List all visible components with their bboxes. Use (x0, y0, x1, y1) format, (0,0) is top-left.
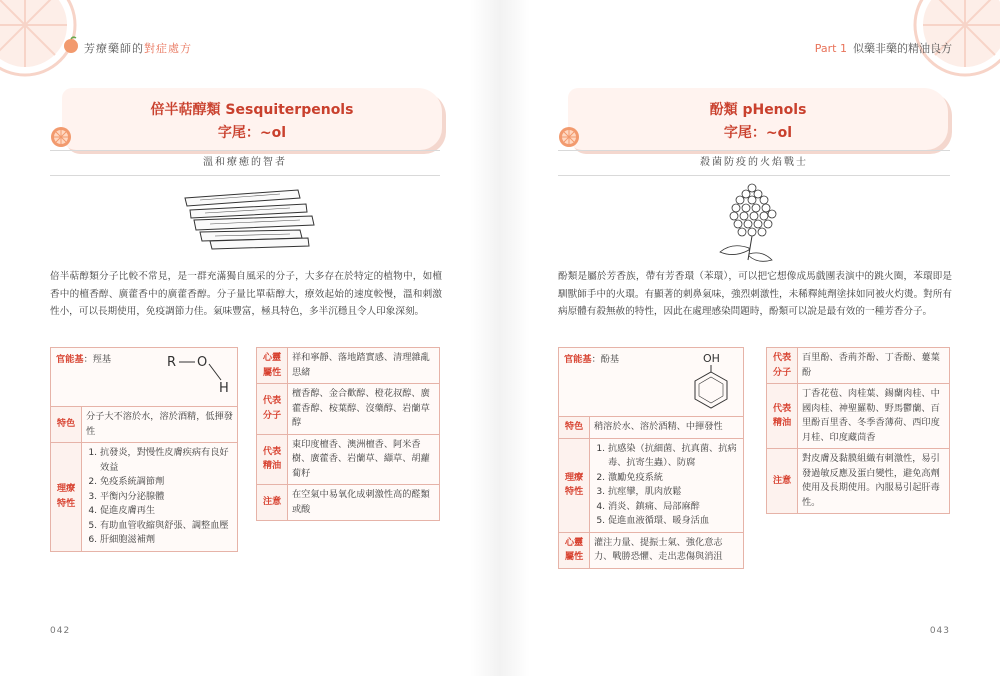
therapy-list-cell (82, 443, 238, 552)
properties-table (50, 347, 238, 552)
body-paragraph: 酚類是屬於芳香族，帶有芳香環（苯環），可以把它想像成馬戲團表演中的跳火圈，苯環即是馴獸師手中的火環。有顯著的刺鼻氣味，強烈刺激性，未稀釋純劑塗抹如同被火灼燙。對所有病原體有殺無赦的特性，因此在處理感染問題時，酚類可以說是最有效的一種芳香分子。 (558, 271, 952, 317)
orange-logo-icon (62, 36, 80, 54)
chapter-suffix: 字尾：~ol (723, 125, 793, 141)
chapter-subtitle: 溫和療癒的智者 (50, 150, 440, 176)
list-item: 4. 消炎、鎮痛、局部麻醉 (608, 500, 739, 515)
oils-value: 東印度檀香、澳洲檀香、阿米香樹、廣藿香、岩蘭草、纈草、胡蘿蔔籽 (288, 434, 440, 485)
chapter-suffix: 字尾：~ol (217, 125, 287, 141)
oils-head: 代表精油 (257, 434, 288, 485)
orange-slice-icon (558, 126, 580, 148)
therapy-head: 理療特性 (559, 438, 590, 532)
page-number: 042 (50, 626, 71, 636)
feature-head: 特色 (51, 407, 82, 443)
feature-head: 特色 (559, 417, 590, 439)
list-item: 3. 抗痙攣，肌肉放鬆 (608, 485, 739, 500)
therapy-list (86, 446, 233, 548)
body-paragraph: 倍半萜醇類分子比較不常見，是一群充滿獨自風采的分子，大多存在於特定的植物中，如檀香中的檀香醇、廣藿香中的廣藿香醇。分子量比單萜醇大，療效起始的速度較慢，溫和刺激性小，可以長期使用，免疫調節力佳。氣味豐富，極具特色，多半沉穩且令人印象深刻。 (50, 271, 442, 317)
page-number: 043 (929, 626, 950, 636)
feature-value: 稍溶於水、溶於酒精、中揮發性 (590, 417, 744, 439)
orange-slice-icon (50, 126, 72, 148)
sandalwood-illustration (180, 186, 320, 252)
properties-table (766, 347, 950, 514)
caution-head: 注意 (257, 485, 288, 521)
functional-group-cell (559, 348, 744, 417)
list-item: 2. 免疫系統調節劑 (100, 475, 233, 490)
mind-head: 心靈屬性 (257, 348, 288, 384)
running-head (815, 40, 952, 56)
oils-head: 代表精油 (767, 384, 798, 449)
running-head-accent: 對症處方 (144, 42, 192, 55)
list-item: 3. 平衡內分泌腺體 (100, 490, 233, 505)
right-page (500, 0, 1000, 676)
hydroxyl-formula (163, 352, 233, 398)
list-item: 1. 抗發炎，對慢性皮膚疾病有良好效益 (100, 446, 233, 475)
mind-value: 灌注力量、提振士氣、強化意志力、戰勝恐懼、走出悲傷與消沮 (590, 532, 744, 568)
list-item: 5. 促進血液循環、暖身活血 (608, 514, 739, 529)
list-item: 4. 促進皮膚再生 (100, 504, 233, 519)
therapy-list (594, 442, 739, 529)
mind-head: 心靈屬性 (559, 532, 590, 568)
running-head-title: 似藥非藥的精油良方 (853, 42, 952, 55)
caution-value: 在空氣中易氧化成刺激性高的醛類或酸 (288, 485, 440, 521)
list-item: 2. 激勵免疫系統 (608, 471, 739, 486)
molecules-value: 百里酚、香荊芥酚、丁香酚、蔞葉酚 (798, 348, 950, 384)
properties-table (256, 347, 440, 521)
formula-o: O (197, 355, 208, 370)
running-head-text: 芳療藥師的 (84, 42, 144, 55)
functional-group-label: 官能基 (564, 354, 592, 365)
properties-table (558, 347, 744, 569)
therapy-head: 理療特性 (51, 443, 82, 552)
caution-head: 注意 (767, 449, 798, 514)
functional-group-value: ：酚基 (591, 354, 620, 365)
molecules-value: 檀香醇、金合歡醇、橙花叔醇、廣藿香醇、桉葉醇、沒藥醇、岩蘭草醇 (288, 384, 440, 435)
functional-group-value: ：羥基 (83, 354, 112, 365)
chapter-title: 酚類 pHenols (709, 102, 807, 118)
therapy-list-cell (590, 438, 744, 532)
list-item: 5. 有助血管收縮與舒張、調整血壓 (100, 519, 233, 534)
running-head (84, 40, 192, 56)
running-head-part: Part 1 (814, 42, 847, 55)
chapter-title: 倍半萜醇類 Sesquiterpenols (150, 102, 354, 118)
list-item: 6. 肝細胞滋補劑 (100, 533, 233, 548)
chapter-subtitle: 殺菌防疫的火焰戰士 (558, 150, 950, 176)
formula-oh: OH (703, 352, 720, 365)
list-item: 1. 抗感染（抗細菌、抗真菌、抗病毒、抗寄生蟲）、防腐 (608, 442, 739, 471)
phenol-formula (685, 350, 737, 412)
functional-group-label: 官能基 (56, 354, 84, 365)
formula-r: R (167, 355, 177, 370)
flower-illustration (712, 180, 792, 264)
chapter-title-box (62, 88, 442, 150)
molecules-head: 代表分子 (767, 348, 798, 384)
chapter-title-box (568, 88, 948, 150)
mind-value: 祥和寧靜、落地踏實感、清理雜亂思緒 (288, 348, 440, 384)
functional-group-cell (51, 348, 238, 407)
feature-value: 分子大不溶於水，溶於酒精，低揮發性 (82, 407, 238, 443)
caution-value: 對皮膚及黏膜組織有刺激性，易引發過敏反應及蛋白變性，避免高劑使用及長期使用。內服易引起肝毒性。 (798, 449, 950, 514)
oils-value: 丁香花苞、肉桂葉、錫蘭肉桂、中國肉桂、神聖羅勒、野馬鬱蘭、百里酚百里香、冬季香薄荷、西印度月桂、印度藏茴香 (798, 384, 950, 449)
molecules-head: 代表分子 (257, 384, 288, 435)
formula-h: H (219, 381, 229, 396)
